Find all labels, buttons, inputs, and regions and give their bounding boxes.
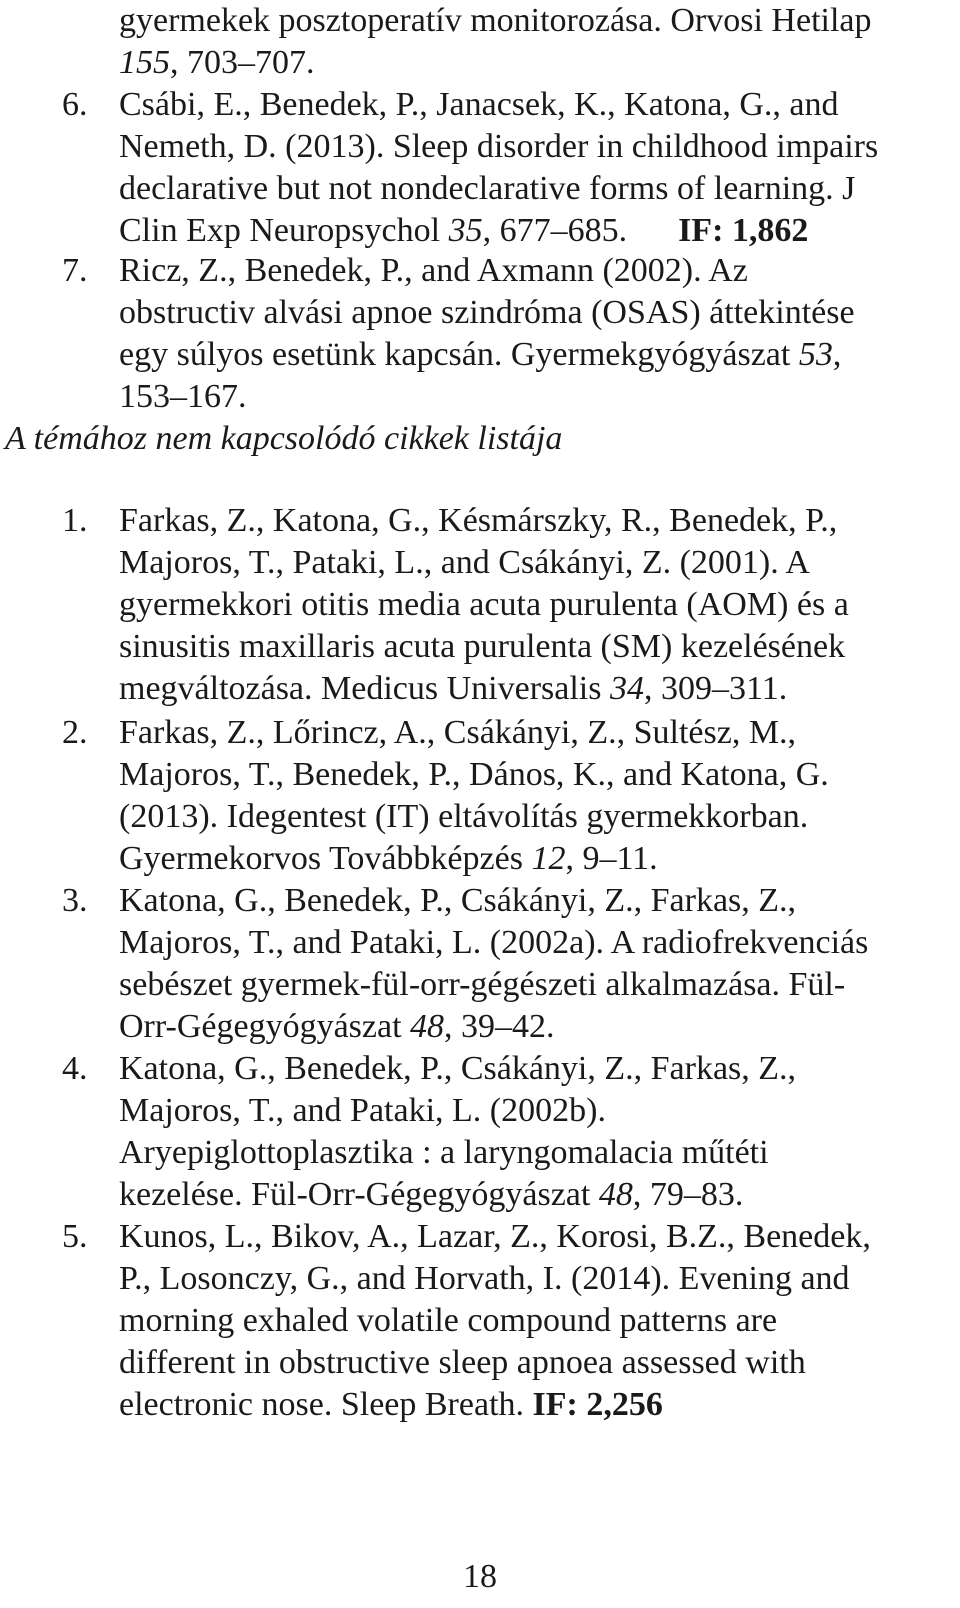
line-text: Majoros, T., Pataki, L., and Csákányi, Z. (2001). A — [119, 544, 810, 581]
line-text: Ricz, Z., Benedek, P., and Axmann (2002). Az — [119, 252, 748, 289]
volume-number: 48 — [598, 1176, 633, 1213]
reference-number: 6. — [62, 86, 88, 123]
section-heading: A témához nem kapcsolódó cikkek listája — [5, 420, 563, 457]
reference-body — [119, 1048, 942, 1216]
reference-line — [119, 1132, 942, 1174]
line-text: Nemeth, D. (2013). Sleep disorder in childhood impairs — [119, 128, 879, 165]
reference-line — [119, 542, 942, 584]
line-text: , 9–11. — [565, 840, 658, 877]
reference-number: 7. — [62, 252, 88, 289]
reference-line — [119, 922, 942, 964]
reference-body — [119, 880, 942, 1048]
line-text: Katona, G., Benedek, P., Csákányi, Z., Farkas, Z., — [119, 882, 797, 919]
reference-line — [119, 668, 942, 710]
reference-line — [119, 584, 942, 626]
line-text: , 79–83. — [632, 1176, 744, 1213]
line-text: Aryepiglottoplasztika : a laryngomalacia műtéti — [119, 1134, 769, 1171]
line-text: egy súlyos esetünk kapcsán. Gyermekgyógyászat — [119, 336, 799, 373]
volume-number: 34 — [609, 670, 644, 707]
reference-number: 4. — [62, 1050, 88, 1087]
line-text: obstructiv alvási apnoe szindróma (OSAS) áttekintése — [119, 294, 855, 331]
volume-number: 48 — [410, 1008, 445, 1045]
line-text: , 677–685. — [482, 212, 679, 249]
line-text: Katona, G., Benedek, P., Csákányi, Z., Farkas, Z., — [119, 1050, 797, 1087]
reference-line — [119, 1342, 942, 1384]
line-text: electronic nose. Sleep Breath. — [119, 1386, 533, 1423]
reference-body — [119, 500, 942, 710]
line-text: declarative but not nondeclarative forms of learning. J — [119, 170, 856, 207]
line-text: morning exhaled volatile compound patterns are — [119, 1302, 778, 1339]
reference-line — [119, 500, 942, 542]
reference-number: 2. — [62, 714, 88, 751]
line-text: sebészet gyermek-fül-orr-gégészeti alkalmazása. Fül- — [119, 966, 846, 1003]
line-text: P., Losonczy, G., and Horvath, I. (2014). Evening and — [119, 1260, 850, 1297]
volume-number: 12 — [531, 840, 566, 877]
volume-number: 35 — [448, 212, 483, 249]
reference-line — [119, 712, 942, 754]
line-text: , 309–311. — [643, 670, 788, 707]
reference-line — [119, 334, 942, 376]
reference-item — [62, 880, 942, 1048]
reference-line — [119, 796, 942, 838]
continued-reference — [119, 0, 939, 84]
reference-line — [119, 1384, 942, 1426]
reference-number: 1. — [62, 502, 88, 539]
reference-line — [119, 1174, 942, 1216]
reference-line — [119, 1006, 942, 1048]
line-text: kezelése. Fül-Orr-Gégegyógyászat — [119, 1176, 599, 1213]
page-number: 18 — [463, 1558, 497, 1595]
reference-line — [119, 1300, 942, 1342]
line-text: Majoros, T., and Pataki, L. (2002b). — [119, 1092, 606, 1129]
reference-item — [62, 1216, 942, 1426]
reference-body — [119, 84, 942, 252]
reference-item — [62, 712, 942, 880]
line-text: Farkas, Z., Katona, G., Késmárszky, R., Benedek, P., — [119, 502, 838, 539]
impact-factor: IF: 2,256 — [532, 1386, 663, 1423]
volume-number: 155 — [119, 44, 170, 81]
reference-line — [119, 168, 942, 210]
line-text: Farkas, Z., Lőrincz, A., Csákányi, Z., Sultész, M., — [119, 714, 797, 751]
reference-line — [119, 250, 942, 292]
reference-body — [119, 1216, 942, 1426]
reference-line — [119, 754, 942, 796]
reference-line — [119, 880, 942, 922]
reference-line — [119, 1216, 942, 1258]
reference-line — [119, 210, 942, 252]
line-text: gyermekkori otitis media acuta purulenta (AOM) és a — [119, 586, 849, 623]
line-text: (2013). Idegentest (IT) eltávolítás gyermekkorban. — [119, 798, 809, 835]
reference-line — [119, 0, 939, 42]
line-text: Csábi, E., Benedek, P., Janacsek, K., Katona, G., and — [119, 86, 839, 123]
reference-line — [119, 376, 942, 418]
reference-line — [119, 292, 942, 334]
reference-body — [119, 712, 942, 880]
reference-item — [62, 1048, 942, 1216]
line-text: different in obstructive sleep apnoea assessed with — [119, 1344, 806, 1381]
reference-item — [62, 84, 942, 252]
reference-line — [119, 84, 942, 126]
line-text: , 703–707. — [170, 44, 315, 81]
reference-line — [119, 964, 942, 1006]
impact-factor: IF: 1,862 — [678, 212, 809, 249]
reference-body — [119, 250, 942, 418]
line-text: , — [832, 336, 842, 373]
reference-line — [119, 838, 942, 880]
line-text: sinusitis maxillaris acuta purulenta (SM) kezelésének — [119, 628, 846, 665]
line-text: Majoros, T., Benedek, P., Dános, K., and Katona, G. — [119, 756, 829, 793]
line-text: Clin Exp Neuropsychol — [119, 212, 449, 249]
line-text: 153–167. — [119, 378, 247, 415]
line-text: Kunos, L., Bikov, A., Lazar, Z., Korosi, B.Z., Benedek, — [119, 1218, 871, 1255]
line-text: Majoros, T., and Pataki, L. (2002a). A radiofrekvenciás — [119, 924, 869, 961]
reference-number: 3. — [62, 882, 88, 919]
reference-line — [119, 1048, 942, 1090]
reference-line — [119, 626, 942, 668]
reference-line — [119, 42, 939, 84]
volume-number: 53 — [798, 336, 833, 373]
line-text: Gyermekorvos Továbbképzés — [119, 840, 532, 877]
reference-line — [119, 126, 942, 168]
line-text: , 39–42. — [444, 1008, 555, 1045]
reference-line — [119, 1258, 942, 1300]
line-text: megváltozása. Medicus Universalis — [119, 670, 610, 707]
reference-item — [62, 500, 942, 710]
line-text: Orr-Gégegyógyászat — [119, 1008, 411, 1045]
reference-item — [62, 250, 942, 418]
reference-number: 5. — [62, 1218, 88, 1255]
line-text: gyermekek posztoperatív monitorozása. Orvosi Hetilap — [119, 2, 872, 39]
reference-line — [119, 1090, 942, 1132]
